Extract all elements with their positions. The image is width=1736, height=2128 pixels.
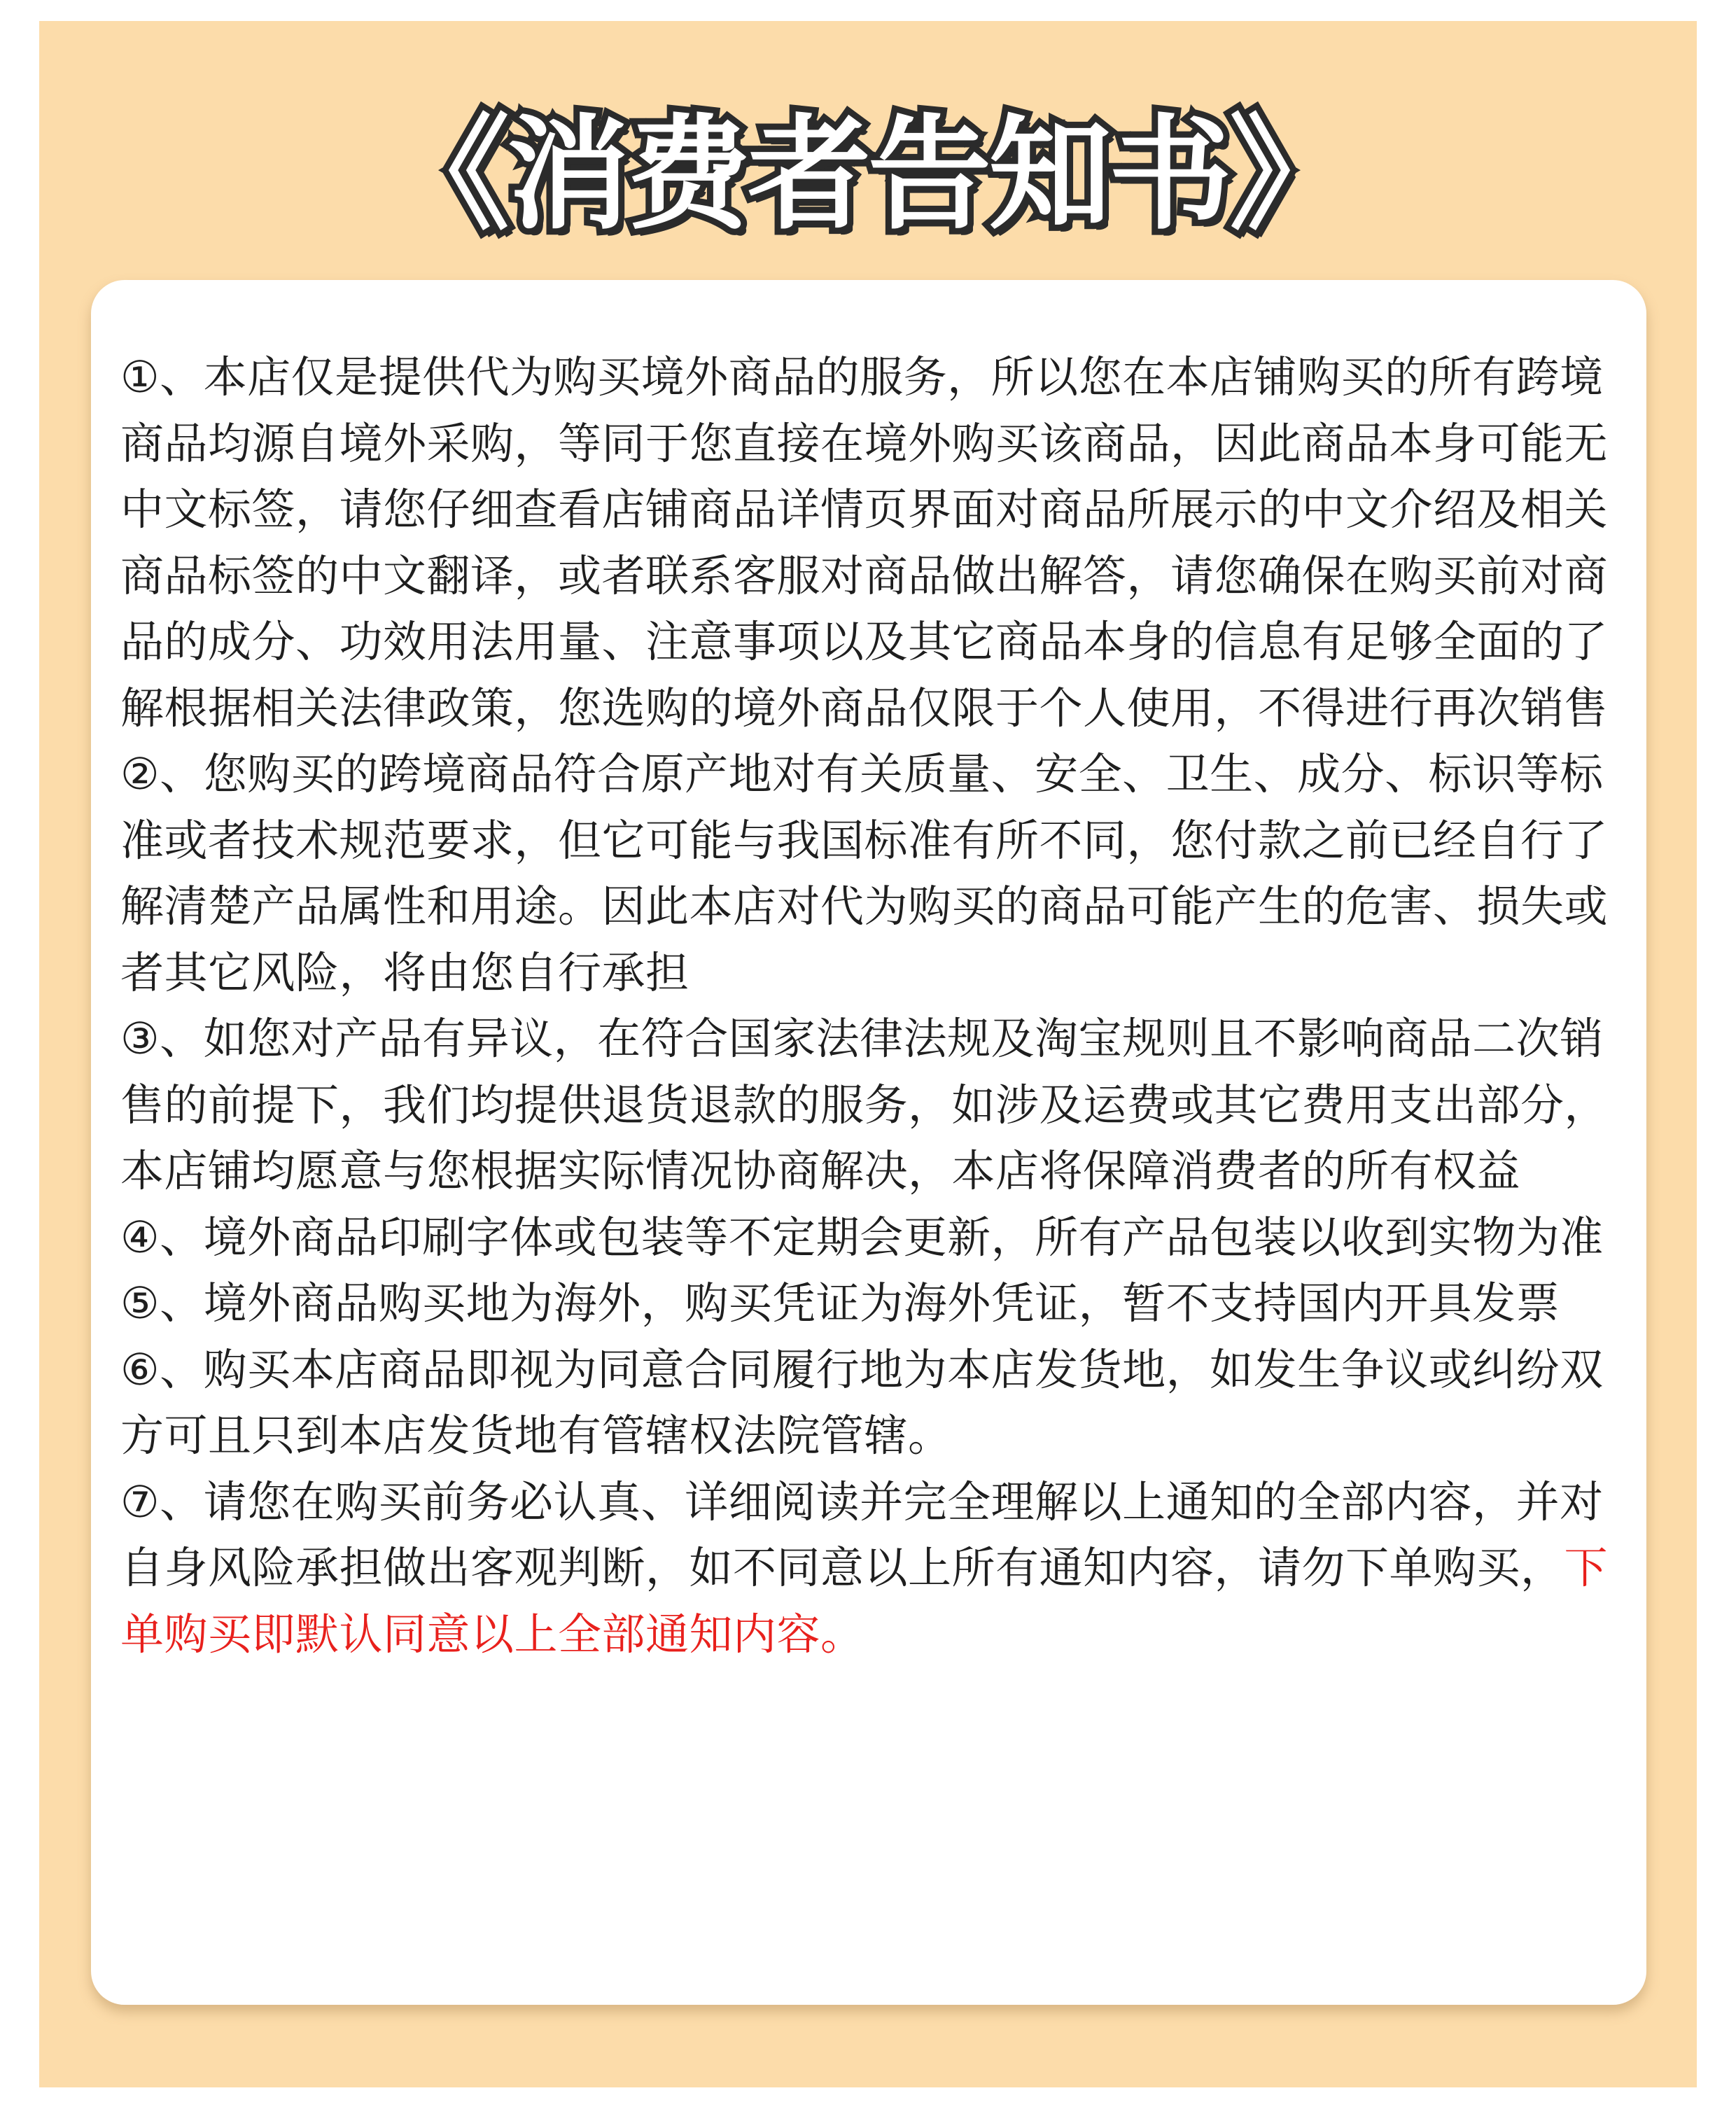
- notice-item-3: ③、如您对产品有异议，在符合国家法律法规及淘宝规则且不影响商品二次销售的前提下，我们均提供退货退款的服务，如涉及运费或其它费用支出部分，本店铺均愿意与您根据实际情况协商解决，本店将保障消费者的所有权益: [120, 1013, 1609, 1196]
- notice-poster: [39, 21, 1697, 2087]
- notice-item-7-highlight: 下单购买即默认同意以上全部通知内容。: [120, 1542, 1609, 1660]
- notice-item-6: ⑥、购买本店商品即视为同意合同履行地为本店发货地，如发生争议或纠纷双方可且只到本店发货地有管辖权法院管辖。: [120, 1343, 1604, 1461]
- notice-item-2: ②、您购买的跨境商品符合原产地对有关质量、安全、卫生、成分、标识等标准或者技术规范要求，但它可能与我国标准有所不同，您付款之前已经自行了解清楚产品属性和用途。因此本店对代为购买的商品可能产生的危害、损失或者其它风险，将由您自行承担: [120, 748, 1609, 998]
- notice-content: [120, 344, 1627, 1667]
- notice-item-5: ⑤、境外商品购买地为海外，购买凭证为海外凭证，暂不支持国内开具发票: [120, 1278, 1560, 1329]
- notice-item-7: [120, 1469, 1627, 1668]
- notice-item-1: ①、本店仅是提供代为购买境外商品的服务，所以您在本店铺购买的所有跨境商品均源自境外采购，等同于您直接在境外购买该商品，因此商品本身可能无中文标签，请您仔细查看店铺商品详情页界面对商品所展示的中文介绍及相关商品标签的中文翻译，或者联系客服对商品做出解答，请您确保在购买前对商品的成分、功效用法用量、注意事项以及其它商品本身的信息有足够全面的了解根据相关法律政策，您选购的境外商品仅限于个人使用，不得进行再次销售: [120, 351, 1609, 734]
- notice-item-4: ④、境外商品印刷字体或包装等不定期会更新，所有产品包装以收到实物为准: [120, 1211, 1604, 1263]
- notice-item-7-text: ⑦、请您在购买前务必认真、详细阅读并完全理解以上通知的全部内容，并对自身风险承担做出客观判断，如不同意以上所有通知内容，请勿下单购买，: [120, 1476, 1604, 1593]
- notice-title: 《消费者告知书》: [386, 103, 1350, 246]
- notice-card: [91, 280, 1646, 2005]
